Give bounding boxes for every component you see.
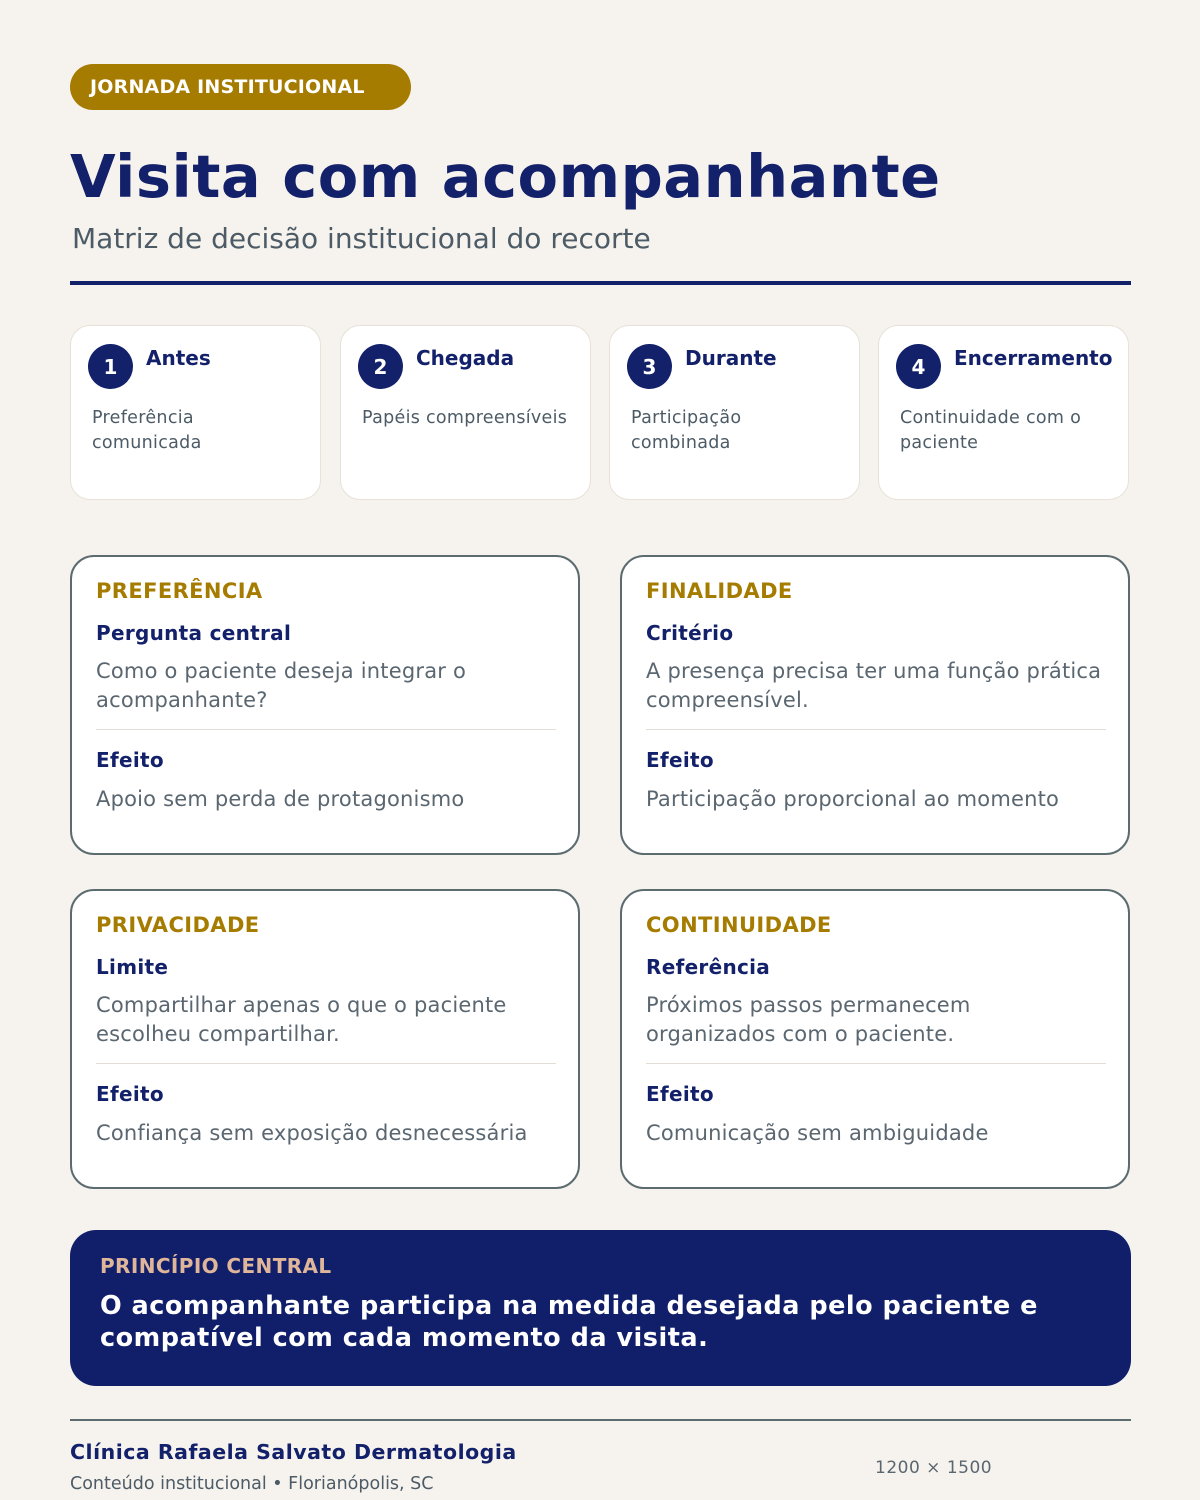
card-heading: FINALIDADE	[646, 579, 793, 603]
card-effect-text: Comunicação sem ambiguidade	[646, 1121, 989, 1145]
step-card-chegada	[340, 325, 591, 500]
card-divider	[646, 729, 1106, 730]
footer-divider	[70, 1419, 1131, 1421]
footer-clinic-name: Clínica Rafaela Salvato Dermatologia	[70, 1440, 517, 1464]
card-continuidade	[620, 889, 1130, 1189]
card-text: A presença precisa ter uma função prática compreensível.	[646, 659, 1102, 712]
card-effect-label: Efeito	[646, 748, 714, 772]
card-divider	[96, 729, 556, 730]
step-number-badge: 2	[358, 344, 403, 389]
card-label: Critério	[646, 621, 734, 645]
card-finalidade	[620, 555, 1130, 855]
card-privacidade	[70, 889, 580, 1189]
step-number-badge: 4	[896, 344, 941, 389]
step-title: Chegada	[416, 346, 515, 370]
card-effect-label: Efeito	[646, 1082, 714, 1106]
step-description: Continuidade com o paciente	[900, 408, 1082, 453]
card-text: Como o paciente deseja integrar o acompanhante?	[96, 659, 467, 712]
step-number-badge: 1	[88, 344, 133, 389]
principle-text: O acompanhante participa na medida desejada pelo paciente e compatível com cada momento da visita.	[100, 1291, 1038, 1353]
card-heading: PRIVACIDADE	[96, 913, 260, 937]
step-description: Papéis compreensíveis	[362, 408, 568, 428]
title-divider	[70, 281, 1131, 285]
category-badge: JORNADA INSTITUCIONAL	[70, 64, 411, 110]
footer-subtitle: Conteúdo institucional • Florianópolis, SC	[70, 1474, 434, 1494]
card-effect-text: Confiança sem exposição desnecessária	[96, 1121, 528, 1145]
card-text: Compartilhar apenas o que o paciente escolheu compartilhar.	[96, 993, 507, 1046]
card-heading: PREFERÊNCIA	[96, 579, 263, 603]
footer-dimensions: 1200 × 1500	[875, 1458, 993, 1478]
principle-banner	[70, 1230, 1131, 1386]
card-divider	[646, 1063, 1106, 1064]
step-number-badge: 3	[627, 344, 672, 389]
card-label: Referência	[646, 955, 771, 979]
card-effect-label: Efeito	[96, 1082, 164, 1106]
step-card-encerramento	[878, 325, 1129, 500]
step-description: Preferência comunicada	[92, 408, 202, 453]
step-title: Antes	[146, 346, 211, 370]
step-title: Durante	[685, 346, 777, 370]
card-label: Limite	[96, 955, 169, 979]
step-title: Encerramento	[954, 346, 1113, 370]
card-effect-label: Efeito	[96, 748, 164, 772]
page-title: Visita com acompanhante	[70, 142, 941, 211]
step-card-durante	[609, 325, 860, 500]
card-effect-text: Participação proporcional ao momento	[646, 787, 1060, 811]
card-effect-text: Apoio sem perda de protagonismo	[96, 787, 465, 811]
card-preferencia	[70, 555, 580, 855]
card-label: Pergunta central	[96, 621, 292, 645]
page-subtitle: Matriz de decisão institucional do recorte	[72, 222, 651, 255]
card-text: Próximos passos permanecem organizados com o paciente.	[646, 993, 971, 1046]
card-divider	[96, 1063, 556, 1064]
journey-steps	[70, 325, 1130, 501]
card-heading: CONTINUIDADE	[646, 913, 832, 937]
step-card-antes	[70, 325, 321, 500]
principle-heading: PRINCÍPIO CENTRAL	[100, 1254, 332, 1278]
step-description: Participação combinada	[631, 408, 742, 453]
